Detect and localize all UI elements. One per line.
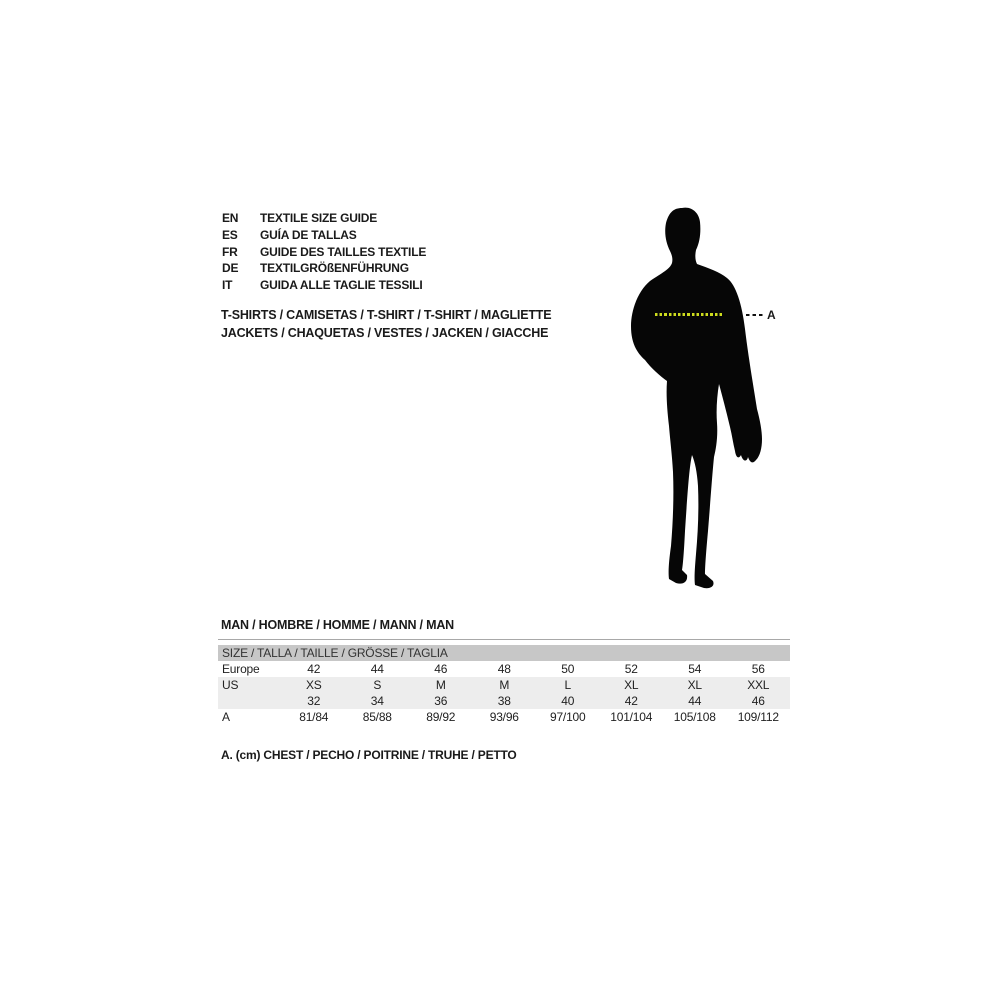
table-cell: 105/108 xyxy=(673,710,716,724)
chest-measure-dash-line xyxy=(655,313,723,316)
table-cell: 44 xyxy=(370,662,384,676)
table-cell: 50 xyxy=(561,662,575,676)
table-cell: M xyxy=(499,678,510,692)
table-cell: 36 xyxy=(434,694,448,708)
table-cell: S xyxy=(373,678,382,692)
table-row-us xyxy=(218,677,790,693)
chest-measure-leader-dashes xyxy=(746,314,763,316)
table-cell: XL xyxy=(687,678,702,692)
table-cell: 40 xyxy=(561,694,575,708)
language-code: IT xyxy=(222,278,233,293)
language-code: FR xyxy=(222,244,238,259)
row-label xyxy=(218,693,282,709)
language-code: EN xyxy=(222,211,239,225)
size-table xyxy=(218,639,790,725)
language-label: GUIDE DES TAILLES TEXTILE xyxy=(260,244,427,259)
table-row-europe xyxy=(218,661,790,677)
table-cell: 52 xyxy=(624,662,638,676)
size-table-header: SIZE / TALLA / TAILLE / GRÖSSE / TAGLIA xyxy=(218,645,790,661)
table-row-chest-a xyxy=(218,709,790,725)
man-silhouette xyxy=(631,208,762,589)
category-line-jackets: JACKETS / CHAQUETAS / VESTES / JACKEN / GIACCHE xyxy=(221,326,549,340)
table-cell: 101/104 xyxy=(610,710,653,724)
table-cell: 89/92 xyxy=(426,710,456,724)
table-cell: XS xyxy=(305,678,322,692)
category-titles xyxy=(221,306,551,342)
section-title-man: MAN / HOMBRE / HOMME / MANN / MAN xyxy=(221,618,454,632)
table-cell: 54 xyxy=(688,662,702,676)
table-cell: L xyxy=(564,678,571,692)
table-cell: 42 xyxy=(624,694,638,708)
language-row-fr xyxy=(222,244,426,261)
language-code: ES xyxy=(222,227,238,242)
table-cell: 44 xyxy=(688,694,702,708)
table-cell: 93/96 xyxy=(489,710,519,724)
table-row-us-numeric xyxy=(218,693,790,709)
table-cell: 85/88 xyxy=(362,710,392,724)
table-cell: 46 xyxy=(751,694,765,708)
table-cell: XL xyxy=(624,678,639,692)
table-cell: 109/112 xyxy=(737,710,779,724)
table-cell: 38 xyxy=(497,694,511,708)
table-cell: 81/84 xyxy=(299,710,329,724)
chest-measure-label: A xyxy=(767,308,776,322)
table-cell: XXL xyxy=(747,678,770,692)
language-list xyxy=(222,210,426,294)
language-label: TEXTILE SIZE GUIDE xyxy=(260,211,378,225)
measure-footnote: A. (cm) CHEST / PECHO / POITRINE / TRUHE / PETTO xyxy=(221,748,517,762)
table-cell: 56 xyxy=(751,662,765,676)
table-cell: 48 xyxy=(497,662,511,676)
table-cell: 34 xyxy=(370,694,384,708)
table-cell: 97/100 xyxy=(549,710,586,724)
language-label: GUIDA ALLE TAGLIE TESSILI xyxy=(260,278,423,293)
row-label: A xyxy=(222,710,230,724)
man-silhouette-figure xyxy=(612,205,772,595)
table-cell: 32 xyxy=(307,694,321,708)
language-row-it xyxy=(222,277,426,294)
language-label: TEXTILGRÖßENFÜHRUNG xyxy=(260,261,409,276)
language-label: GUÍA DE TALLAS xyxy=(260,227,357,242)
row-label: US xyxy=(222,678,239,692)
table-cell: 46 xyxy=(434,662,448,676)
table-top-border xyxy=(218,639,790,640)
table-cell: 42 xyxy=(307,662,321,676)
language-row-es xyxy=(222,227,426,244)
table-cell: M xyxy=(435,678,446,692)
language-row-en xyxy=(222,210,426,227)
row-label: Europe xyxy=(222,662,260,676)
category-line-tshirts: T-SHIRTS / CAMISETAS / T-SHIRT / T-SHIRT / MAGLIETTE xyxy=(221,308,552,322)
language-code: DE xyxy=(222,261,239,276)
language-row-de xyxy=(222,260,426,277)
